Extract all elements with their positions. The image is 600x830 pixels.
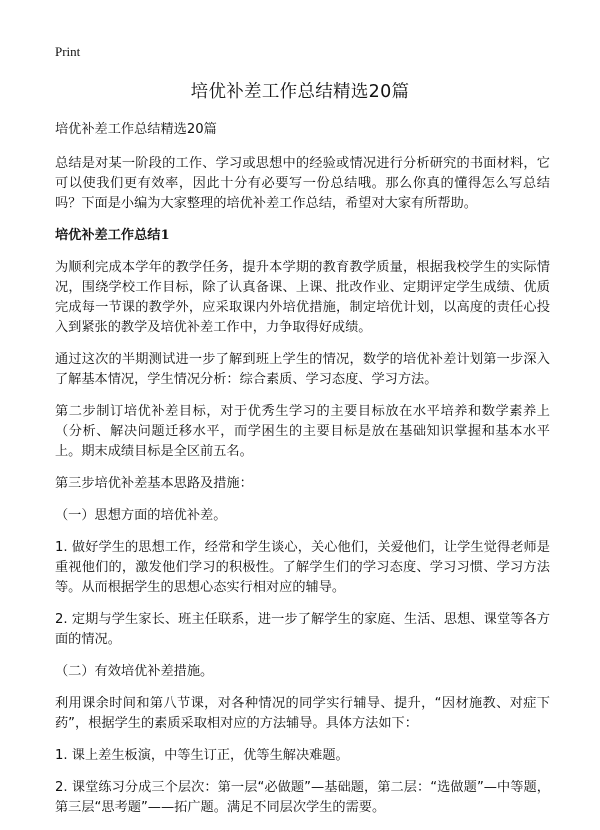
page-title: 培优补差工作总结精选20篇 <box>190 82 410 102</box>
article-body <box>55 120 550 830</box>
list-paragraph: 1. 做好学生的思想工作，经常和学生谈心，关心他们，关爱他们，让学生觉得老师是重视他们的，激发他们学习的积极性。了解学生们的学习态度、学习习惯、学习方法等。从而根据学生的思想心态实行相对应的辅导。 <box>55 540 550 595</box>
list-paragraph: 1. 课上差生板演，中等生订正，优等生解决难题。 <box>55 748 349 763</box>
subsection-label: （一）思想方面的培优补差。 <box>55 508 227 523</box>
body-paragraph: 第二步制订培优补差目标，对于优秀生学习的主要目标放在水平培养和数学素养上（分析、解决问题迁移水平，而学困生的主要目标是放在基础知识掌握和基本水平上。期末成绩目标是全区前五名。 <box>55 404 550 459</box>
section-heading: 培优补差工作总结1 <box>55 228 170 243</box>
body-paragraph: 为顺利完成本学年的教学任务，提升本学期的教育教学质量，根据我校学生的实际情况，围绕学校工作目标，除了认真备课、上课、批改作业、定期评定学生成绩、优质完成每一节课的教学外，应采取课内外培优措施，制定培优计划，以高度的责任心投入到紧张的教学及培优补差工作中，力争取得好成绩。 <box>55 260 550 335</box>
body-paragraph: 第三步培优补差基本思路及措施： <box>55 476 253 491</box>
intro-paragraph: 总结是对某一阶段的工作、学习或思想中的经验或情况进行分析研究的书面材料，它可以使我们更有效率，因此十分有必要写一份总结哦。那么你真的懂得怎么写总结吗？下面是小编为大家整理的培优补差工作总结，希望对大家有所帮助。 <box>55 156 550 211</box>
list-paragraph: 2. 课堂练习分成三个层次：第一层“必做题”—基础题，第二层：“选做题”—中等题，第三层“思考题”——拓广题。满足不同层次学生的需要。 <box>55 780 550 815</box>
subsection-label: （二）有效培优补差措施。 <box>55 664 214 679</box>
print-link[interactable]: Print <box>55 44 81 59</box>
body-paragraph: 利用课余时间和第八节课，对各种情况的同学实行辅导、提升，“因材施教、对症下药”，根据学生的素质采取相对应的方法辅导。具体方法如下： <box>55 696 550 731</box>
article-subtitle: 培优补差工作总结精选20篇 <box>55 122 217 137</box>
body-paragraph: 通过这次的半期测试进一步了解到班上学生的情况，数学的培优补差计划第一步深入了解基本情况，学生情况分析：综合素质、学习态度、学习方法。 <box>55 352 550 387</box>
list-paragraph: 2. 定期与学生家长、班主任联系，进一步了解学生的家庭、生活、思想、课堂等各方面的情况。 <box>55 612 550 647</box>
